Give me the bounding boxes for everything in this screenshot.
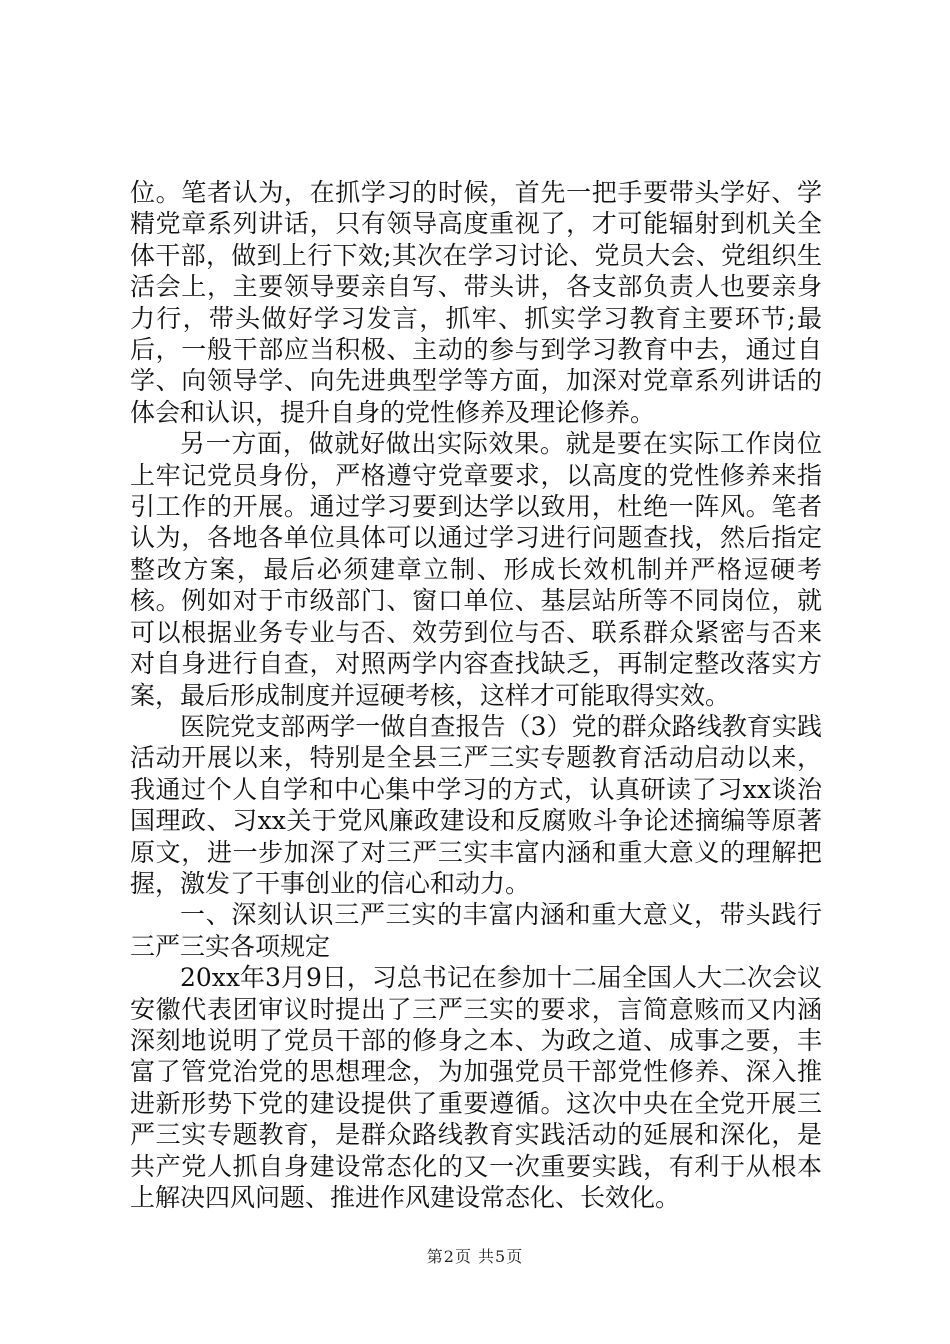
page-number: 第2页 共5页 xyxy=(426,1247,524,1266)
paragraph-3: 医院党支部两学一做自查报告（3）党的群众路线教育实践活动开展以来，特别是全县三严三实专题教育活动启动以来，我通过个人自学和中心集中学习的方式，认真研读了习xx谈治国理政、习xx关于党风廉政建设和反腐败斗争论述摘编等原著原文，进一步加深了对三严三实丰富内涵和重大意义的理解把握，激发了干事创业的信心和动力。 xyxy=(130,711,822,898)
paragraph-4: 20xx年3月9日，习总书记在参加十二届全国人大二次会议安徽代表团审议时提出了三严三实的要求，言简意赅而又内涵深刻地说明了党员干部的修身之本、为政之道、成事之要，丰富了管党治党的思想理念，为加强党员干部党性修养、深入推进新形势下党的建设提供了重要遵循。这次中央在全党开展三严三实专题教育，是群众路线教育实践活动的延展和深化，是共产党人抓自身建设常态化的又一次重要实践，有利于从根本上解决四风问题、推进作风建设常态化、长效化。 xyxy=(130,963,822,1212)
page-footer xyxy=(0,1244,950,1267)
document-body xyxy=(130,177,822,1213)
paragraph-2: 另一方面，做就好做出实际效果。就是要在实际工作岗位上牢记党员身份，严格遵守党章要求，以高度的党性修养来指引工作的开展。通过学习要到达学以致用，杜绝一阵风。笔者认为，各地各单位具体可以通过学习进行问题查找，然后指定整改方案，最后必须建章立制、形成长效机制并严格逗硬考核。例如对于市级部门、窗口单位、基层站所等不同岗位，就可以根据业务专业与否、效劳到位与否、联系群众紧密与否来对自身进行自查，对照两学内容查找缺乏，再制定整改落实方案，最后形成制度并逗硬考核，这样才可能取得实效。 xyxy=(130,429,822,710)
section-heading: 一、深刻认识三严三实的丰富内涵和重大意义，带头践行三严三实各项规定 xyxy=(130,900,822,961)
paragraph-1: 位。笔者认为，在抓学习的时候，首先一把手要带头学好、学精党章系列讲话，只有领导高度重视了，才可能辐射到机关全体干部，做到上行下效;其次在学习讨论、党员大会、党组织生活会上，主要领导要亲自写、带头讲，各支部负责人也要亲身力行，带头做好学习发言，抓牢、抓实学习教育主要环节;最后，一般干部应当积极、主动的参与到学习教育中去，通过自学、向领导学、向先进典型学等方面，加深对党章系列讲话的体会和认识，提升自身的党性修养及理论修养。 xyxy=(130,178,822,427)
